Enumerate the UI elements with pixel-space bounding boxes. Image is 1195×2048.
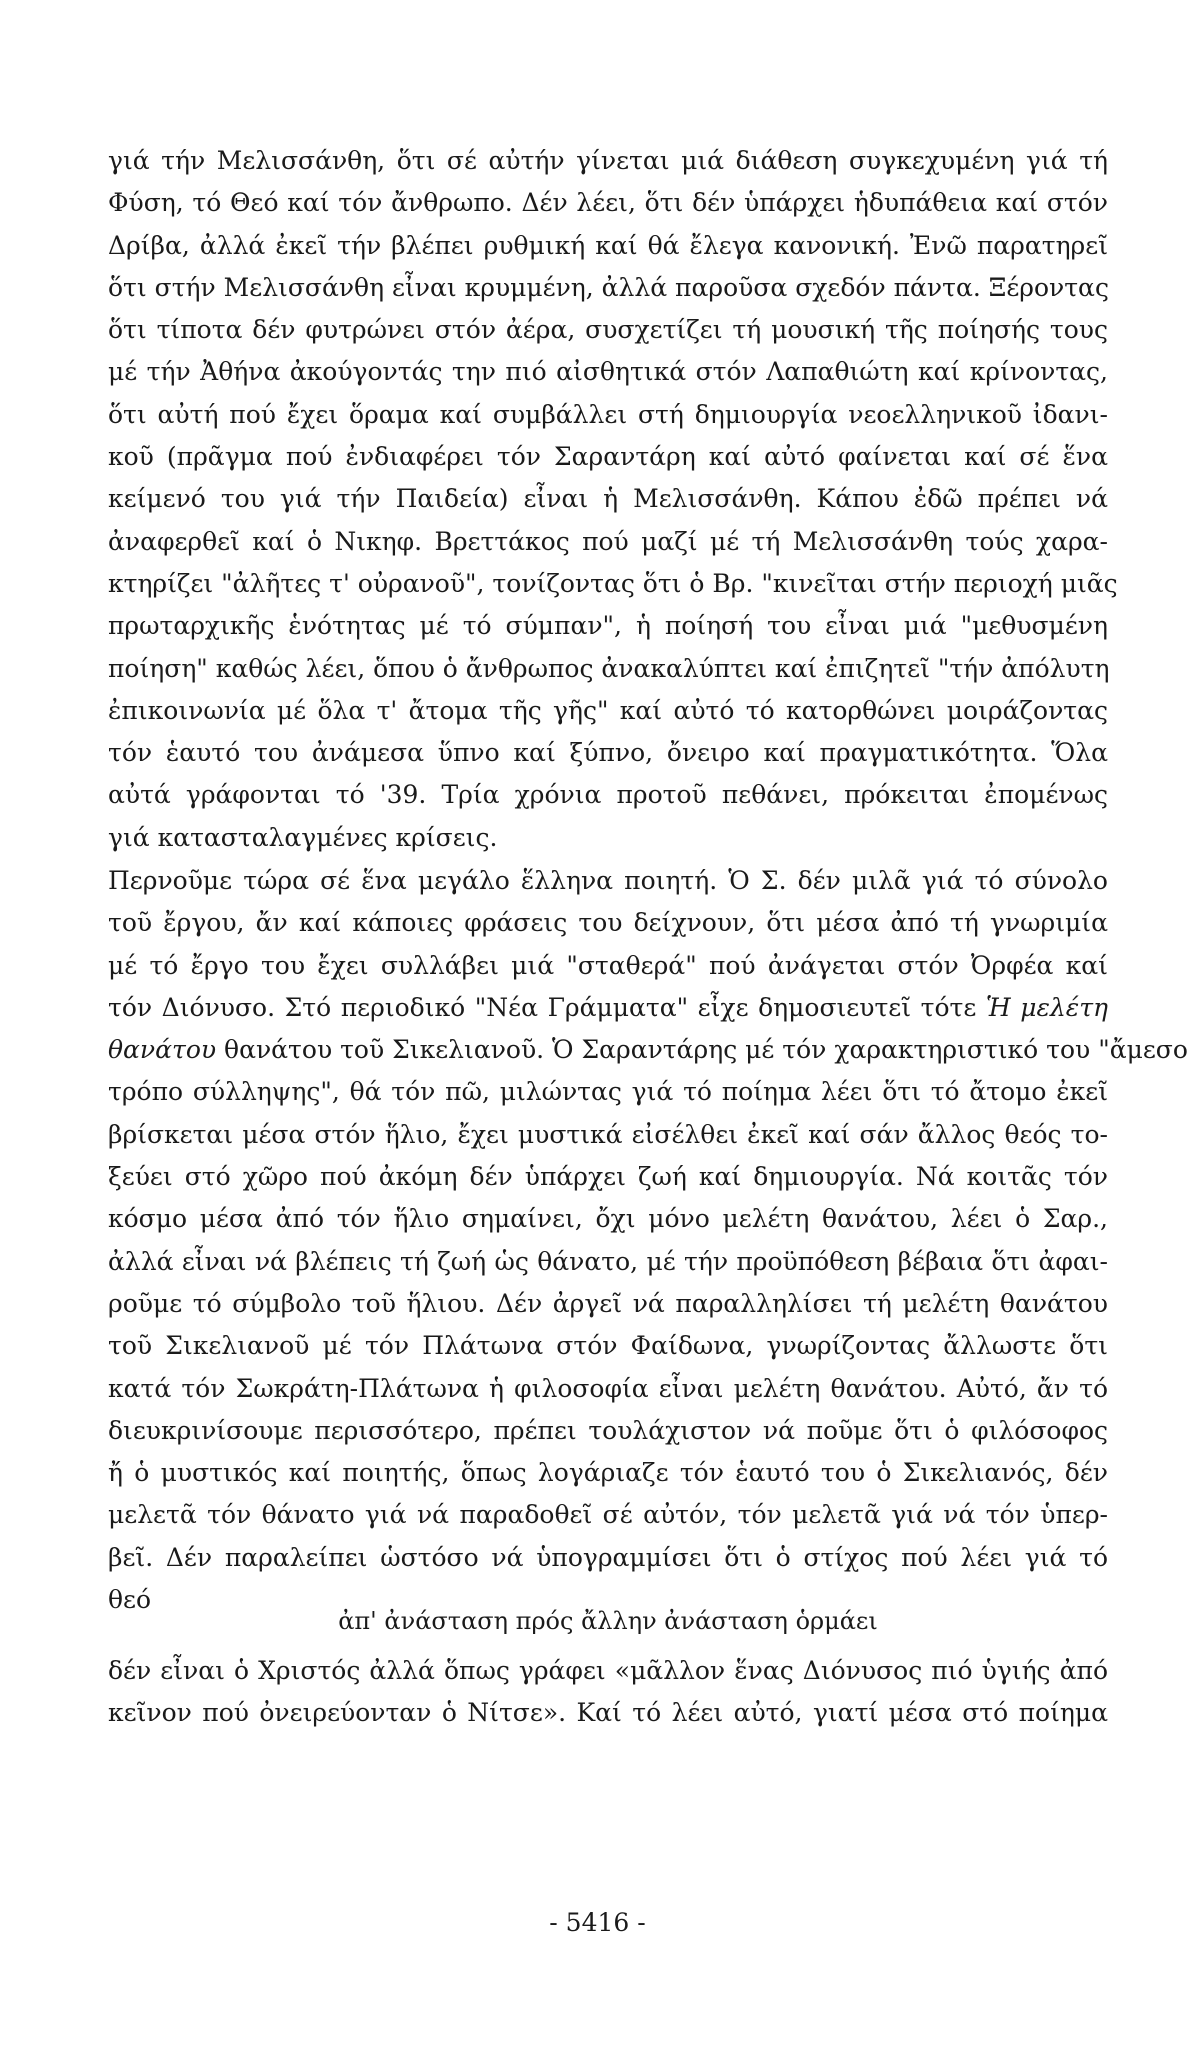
- text-line: κόσμο μέσα ἀπό τόν ἥλιο σημαίνει, ὄχι μόνο μελέτη θανάτου, λέει ὁ Σαρ.,: [108, 1204, 1108, 1234]
- text-line: ξεύει στό χῶρο πού ἀκόμη δέν ὑπάρχει ζωή καί δημιουργία. Νά κοιτᾶς τόν: [108, 1162, 1108, 1192]
- text-line: βρίσκεται μέσα στόν ἥλιο, ἔχει μυστικά εἰσέλθει ἐκεῖ καί σάν ἄλλος θεός το-: [108, 1119, 1108, 1149]
- text-line: ἀλλά εἶναι νά βλέπεις τή ζωή ὡς θάνατο, μέ τήν προϋπόθεση βέβαια ὅτι ἀφαι-: [108, 1246, 1108, 1276]
- text-line: Περνοῦμε τώρα σέ ἕνα μεγάλο ἕλληνα ποιητή. Ὁ Σ. δέν μιλᾶ γιά τό σύνολο: [108, 866, 1108, 895]
- text-line: Φύση, τό Θεό καί τόν ἄνθρωπο. Δέν λέει, ὅτι δέν ὑπάρχει ἡδυπάθεια καί στόν: [108, 188, 1108, 218]
- text-line: [108, 987, 1108, 1029]
- text-line: θεό: [108, 1585, 152, 1615]
- text-line: τόν ἑαυτό του ἀνάμεσα ὕπνο καί ξύπνο, ὄνειρο καί πραγματικότητα. Ὅλα: [108, 738, 1108, 768]
- text-line: μέ τό ἔργο του ἔχει συλλάβει μιά "σταθερά" πού ἀνάγεται στόν Ὀρφέα καί: [108, 950, 1108, 980]
- text-line: μέ τήν Ἀθήνα ἀκούγοντάς την πιό αἰσθητικά στόν Λαπαθιώτη καί κρίνοντας,: [108, 357, 1108, 387]
- text-line: αὐτά γράφονται τό '39. Τρία χρόνια προτοῦ πεθάνει, πρόκειται ἐπομένως: [108, 780, 1108, 810]
- page-number: - 5416 -: [549, 1908, 646, 1937]
- text-line: δέν εἶναι ὁ Χριστός ἀλλά ὅπως γράφει «μᾶλλον ἕνας Διόνυσος πιό ὑγιής ἀπό: [108, 1656, 1108, 1685]
- text-line: γιά κατασταλαγμένες κρίσεις.: [108, 822, 498, 852]
- text-line: ἤ ὁ μυστικός καί ποιητής, ὅπως λογάριαζε τόν ἑαυτό του ὁ Σικελιανός, δέν: [108, 1458, 1108, 1488]
- text-line: γιά τήν Μελισσάνθη, ὅτι σέ αὐτήν γίνεται μιά διάθεση συγκεχυμένη γιά τή: [108, 146, 1108, 175]
- text-line: κατά τόν Σωκράτη-Πλάτωνα ἡ φιλοσοφία εἶναι μελέτη θανάτου. Αὐτό, ἄν τό: [108, 1373, 1108, 1403]
- paragraph-2: [108, 860, 1188, 1621]
- text-line: μελετᾶ τόν θάνατο γιά νά παραδοθεῖ σέ αὐτόν, τόν μελετᾶ γιά νά τόν ὑπερ-: [108, 1500, 1108, 1530]
- paragraph-3: [108, 1650, 1108, 1735]
- text-line: ὅτι στήν Μελισσάνθη εἶναι κρυμμένη, ἀλλά παροῦσα σχεδόν πάντα. Ξέροντας: [108, 272, 1109, 302]
- verse-quote: ἀπ' ἀνάσταση πρός ἄλλην ἀνάσταση ὁρμάει: [338, 1607, 878, 1635]
- text-line: ποίηση" καθώς λέει, ὅπου ὁ ἄνθρωπος ἀνακαλύπτει καί ἐπιζητεῖ "τήν ἀπόλυτη: [108, 653, 1110, 683]
- text-segment: θανάτου τοῦ Σικελιανοῦ. Ὁ Σαραντάρης μέ τόν χαρακτηριστικό του "ἄμεσο: [224, 1035, 1188, 1065]
- text-line: βεῖ. Δέν παραλείπει ὡστόσο νά ὑπογραμμίσει ὅτι ὁ στίχος πού λέει γιά τό: [108, 1542, 1108, 1572]
- italic-title: Ἡ μελέτη: [985, 992, 1109, 1022]
- text-line: τοῦ ἔργου, ἄν καί κάποιες φράσεις του δείχνουν, ὅτι μέσα ἀπό τή γνωριμία: [108, 908, 1108, 938]
- text-line: ὅτι τίποτα δέν φυτρώνει στόν ἀέρα, συσχετίζει τή μουσική τῆς ποίησής τους: [108, 315, 1108, 345]
- text-segment: τόν Διόνυσο. Στό περιοδικό "Νέα Γράμματα" εἶχε δημοσιευτεῖ τότε: [108, 992, 977, 1022]
- text-line: ἐπικοινωνία μέ ὅλα τ' ἄτομα τῆς γῆς" καί αὐτό τό κατορθώνει μοιράζοντας: [108, 695, 1108, 725]
- text-line: πρωταρχικῆς ἑνότητας μέ τό σύμπαν", ἡ ποίησή του εἶναι μιά "μεθυσμένη: [108, 611, 1108, 641]
- text-line: κείμενό του γιά τήν Παιδεία) εἶναι ἡ Μελισσάνθη. Κάπου ἐδῶ πρέπει νά: [108, 484, 1108, 514]
- text-line: ὅτι αὐτή πού ἔχει ὅραμα καί συμβάλλει στή δημιουργία νεοελληνικοῦ ἰδανι-: [108, 399, 1108, 429]
- text-line: [108, 1029, 1188, 1071]
- text-line: κεῖνον πού ὀνειρεύονταν ὁ Νίτσε». Καί τό λέει αὐτό, γιατί μέσα στό ποίημα: [108, 1698, 1108, 1728]
- text-line: διευκρινίσουμε περισσότερο, πρέπει τουλάχιστον νά ποῦμε ὅτι ὁ φιλόσοφος: [108, 1415, 1108, 1445]
- text-line: ἀναφερθεῖ καί ὁ Νικηφ. Βρεττάκος πού μαζί μέ τή Μελισσάνθη τούς χαρα-: [108, 526, 1108, 556]
- text-line: τρόπο σύλληψης", θά τόν πῶ, μιλώντας γιά τό ποίημα λέει ὅτι τό ἄτομο ἐκεῖ: [108, 1077, 1108, 1107]
- text-line: κτηρίζει "ἀλῆτες τ' οὐρανοῦ", τονίζοντας ὅτι ὁ Βρ. "κινεῖται στήν περιοχή μιᾶς: [108, 568, 1118, 598]
- text-line: Δρίβα, ἀλλά ἐκεῖ τήν βλέπει ρυθμική καί θά ἔλεγα κανονική. Ἐνῶ παρατηρεῖ: [108, 230, 1108, 260]
- text-line: τοῦ Σικελιανοῦ μέ τόν Πλάτωνα στόν Φαίδωνα, γνωρίζοντας ἄλλωστε ὅτι: [108, 1331, 1108, 1361]
- text-line: κοῦ (πρᾶγμα πού ἐνδιαφέρει τόν Σαραντάρη καί αὐτό φαίνεται καί σέ ἕνα: [108, 442, 1108, 472]
- paragraph-1: [108, 140, 1118, 859]
- text-line: ροῦμε τό σύμβολο τοῦ ἥλιου. Δέν ἀργεῖ νά παραλληλίσει τή μελέτη θανάτου: [108, 1288, 1108, 1318]
- italic-title: θανάτου: [108, 1035, 217, 1065]
